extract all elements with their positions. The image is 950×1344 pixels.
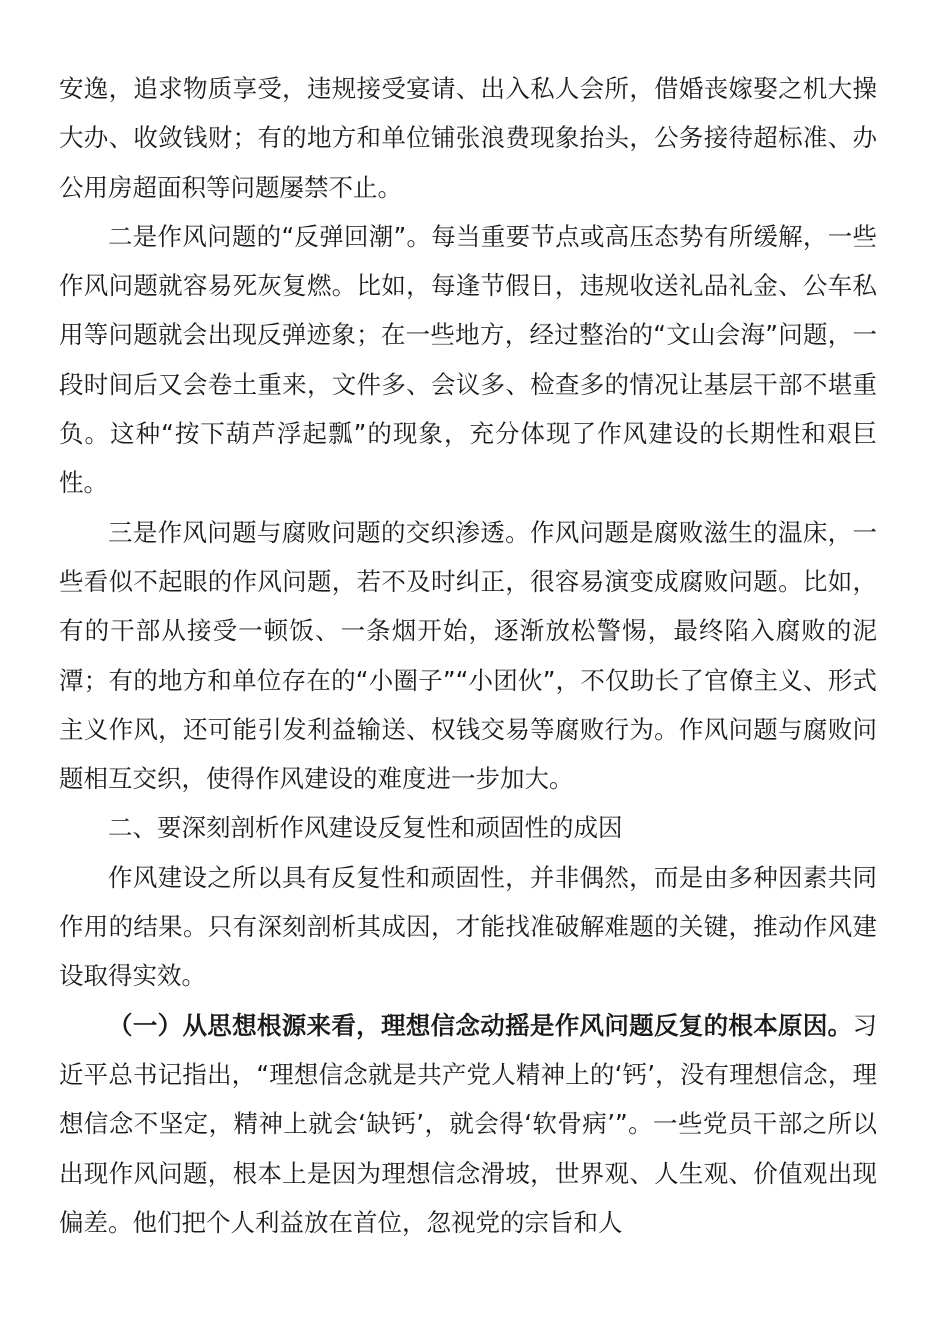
subsection-one-heading: （一）从思想根源来看，理想信念动摇是作风问题反复的根本原因。 xyxy=(108,1010,853,1040)
paragraph-section-intro: 作风建设之所以具有反复性和顽固性，并非偶然，而是由多种因素共同作用的结果。只有深刻剖析其成因，才能找准破解难题的关键，推动作风建设取得实效。 xyxy=(59,862,877,991)
paragraph-subsection-one xyxy=(59,1001,877,1247)
paragraph-point-two: 二是作风问题的“反弹回潮”。每当重要节点或高压态势有所缓解，一些作风问题就容易死灰复燃。比如，每逢节假日，违规收送礼品礼金、公车私用等问题就会出现反弹迹象；在一些地方，经过整治的“文山会海”问题，一段时间后又会卷土重来，文件多、会议多、检查多的情况让基层干部不堪重负。这种“按下葫芦浮起瓢”的现象，充分体现了作风建设的长期性和艰巨性。 xyxy=(59,221,877,498)
subsection-one-body: 习近平总书记指出，“理想信念就是共产党人精神上的‘钙’，没有理想信念，理想信念不坚定，精神上就会‘缺钙’，就会得‘软骨病’”。一些党员干部之所以出现作风问题，根本上是因为理想信念滑坡，世界观、人生观、价值观出现偏差。他们把个人利益放在首位，忽视党的宗旨和人 xyxy=(59,1010,877,1237)
paragraph-continuation: 安逸，追求物质享受，违规接受宴请、出入私人会所，借婚丧嫁娶之机大操大办、收敛钱财；有的地方和单位铺张浪费现象抬头，公务接待超标准、办公用房超面积等问题屡禁不止。 xyxy=(59,74,877,202)
paragraph-point-three: 三是作风问题与腐败问题的交织渗透。作风问题是腐败滋生的温床，一些看似不起眼的作风问题，若不及时纠正，很容易演变成腐败问题。比如，有的干部从接受一顿饭、一条烟开始，逐渐放松警惕，最终陷入腐败的泥潭；有的地方和单位存在的“小圈子”“小团伙”，不仅助长了官僚主义、形式主义作风，还可能引发利益输送、权钱交易等腐败行为。作风问题与腐败问题相互交织，使得作风建设的难度进一步加大。 xyxy=(59,517,877,794)
section-heading-two: 二、要深刻剖析作风建设反复性和顽固性的成因 xyxy=(108,813,623,843)
document-page xyxy=(59,64,877,1247)
